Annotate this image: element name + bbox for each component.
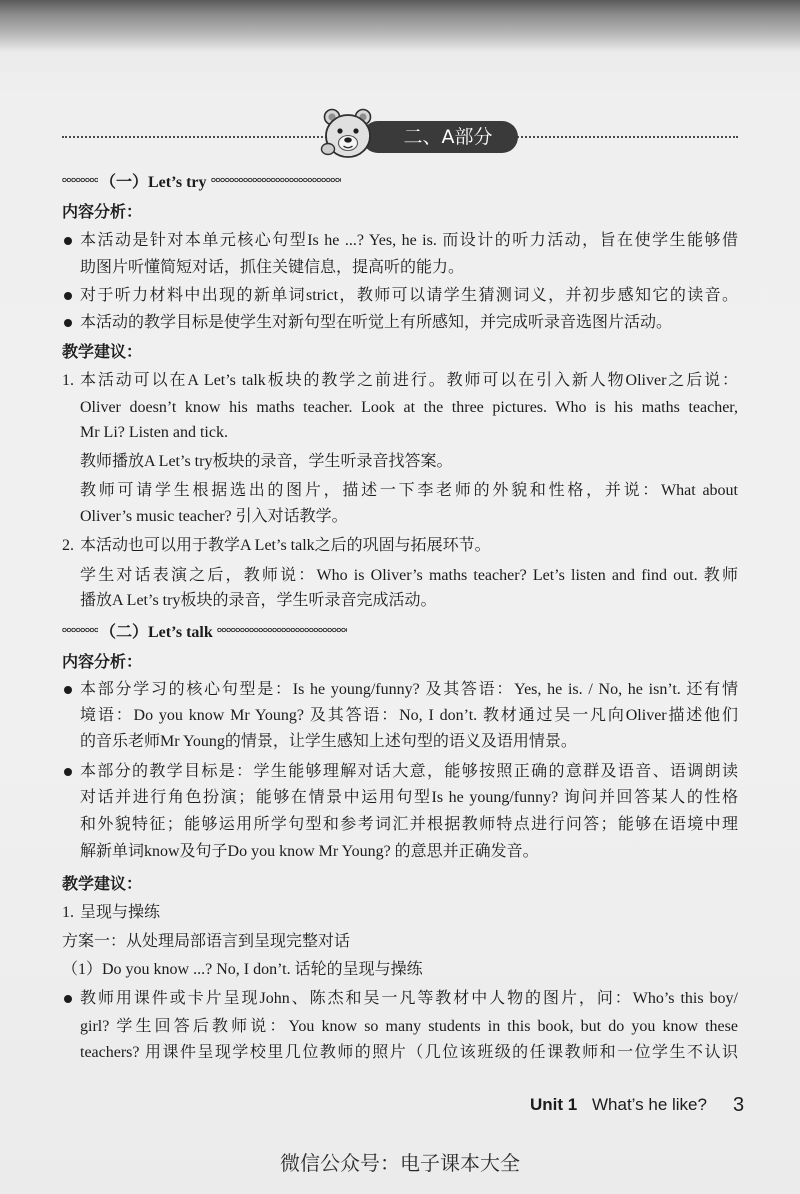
subsection-title-text: （一）Let’s try [100, 173, 207, 191]
text-line: 的音乐老师Mr Young的情景，让学生感知上述句型的语义及语用情景。 [80, 733, 577, 750]
text-line: 本活动的教学目标是使学生对新句型在听觉上有所感知，并完成听录音选图片活动。 [80, 314, 673, 331]
bear-icon [316, 102, 380, 166]
watermark: 微信公众号：电子课本大全 [280, 1151, 520, 1175]
text-line: girl? 学生回答后教师说：You know so many students in this book, but do you know these [80, 1018, 738, 1035]
content-analysis-heading: 内容分析： [62, 652, 143, 671]
text-line: Mr Li? Listen and tick. [80, 424, 228, 441]
decorative-wave-right [217, 626, 347, 634]
content-analysis-heading: 内容分析： [62, 202, 143, 221]
text-line: 本活动也可以用于教学A Let’s talk之后的巩固与拓展环节。 [80, 537, 491, 554]
text-line: 播放A Let’s try板块的录音，学生听录音完成活动。 [80, 592, 437, 609]
teaching-suggestions-heading: 教学建议： [62, 342, 143, 361]
bullet-dot [64, 768, 72, 776]
text-line: teachers? 用课件呈现学校里几位教师的照片（几位该班级的任课教师和一位学生不认识 [80, 1044, 738, 1061]
subsection-title-lets-talk [62, 617, 347, 643]
text-line: 本活动可以在A Let’s talk板块的教学之前进行。教师可以在引入新人物Oliver之后说： [80, 372, 738, 389]
bullet-dot [64, 237, 72, 245]
decorative-wave-right [211, 176, 341, 184]
text-line: 教师播放A Let’s try板块的录音，学生听录音找答案。 [80, 453, 453, 470]
item-number: 2. [62, 537, 74, 554]
text-line: Oliver’s music teacher? 引入对话教学。 [80, 508, 348, 525]
page-top-edge [0, 0, 800, 52]
plan-title: 方案一：从处理局部语言到呈现完整对话 [62, 933, 351, 950]
text-line: 教师用课件或卡片呈现John、陈杰和吴一凡等教材中人物的图片，问：Who’s this boy/ [80, 990, 738, 1007]
text-line: 助图片听懂简短对话，抓住关键信息，提高听的能力。 [80, 259, 465, 276]
footer-unit: Unit 1 [530, 1095, 578, 1114]
text-line: 本部分学习的核心句型是：Is he young/funny? 及其答语：Yes, he is. / No, he isn’t. 还有情 [80, 681, 738, 698]
page-number: 3 [733, 1094, 745, 1116]
subsection-title-lets-try [62, 167, 341, 193]
section-label: 二、A部分 [362, 121, 518, 153]
text-line: 本部分的教学目标是：学生能够理解对话大意，能够按照正确的意群及语音、语调朗读 [80, 763, 738, 780]
text-line: 本活动是针对本单元核心句型Is he ...? Yes, he is. 而设计的听力活动，旨在使学生能够借 [80, 232, 738, 249]
text-line: 学生对话表演之后，教师说：Who is Oliver’s maths teacher? Let’s listen and find out. 教师 [80, 567, 738, 584]
text-line: 教师可请学生根据选出的图片，描述一下李老师的外貌和性格，并说：What about [80, 482, 738, 499]
decorative-wave-left [62, 176, 98, 184]
step-number: 1. [62, 904, 74, 921]
teaching-suggestions-heading: 教学建议： [62, 874, 143, 893]
bullet-dot [64, 995, 72, 1003]
text-line: 解新单词know及句子Do you know Mr Young? 的意思并正确发音。 [80, 843, 539, 860]
bullet-dot [64, 319, 72, 327]
text-line: 对于听力材料中出现的新单词strict，教师可以请学生猜测词义，并初步感知它的读音。 [80, 287, 738, 304]
decorative-wave-left [62, 626, 98, 634]
footer-unit-title: What’s he like? [592, 1095, 707, 1114]
step-title: 呈现与操练 [80, 904, 161, 921]
text-line: 对话并进行角色扮演；能够在情景中运用句型Is he young/funny? 询问并回答某人的性格 [80, 789, 738, 806]
text-line: Oliver doesn’t know his maths teacher. Look at the three pictures. Who is his maths teacher, [80, 399, 738, 416]
item-number: 1. [62, 372, 74, 389]
subsection-title-text: （二）Let’s talk [100, 623, 213, 641]
sub-step-title: （1）Do you know ...? No, I don’t. 话轮的呈现与操练 [62, 961, 423, 978]
bullet-dot [64, 292, 72, 300]
text-line: 境语：Do you know Mr Young? 及其答语：No, I don’t. 教材通过吴一凡向Oliver描述他们 [80, 707, 738, 724]
text-line: 和外貌特征；能够运用所学句型和参考词汇并根据教师特点进行问答；能够在语境中理 [80, 816, 738, 833]
bullet-dot [64, 686, 72, 694]
